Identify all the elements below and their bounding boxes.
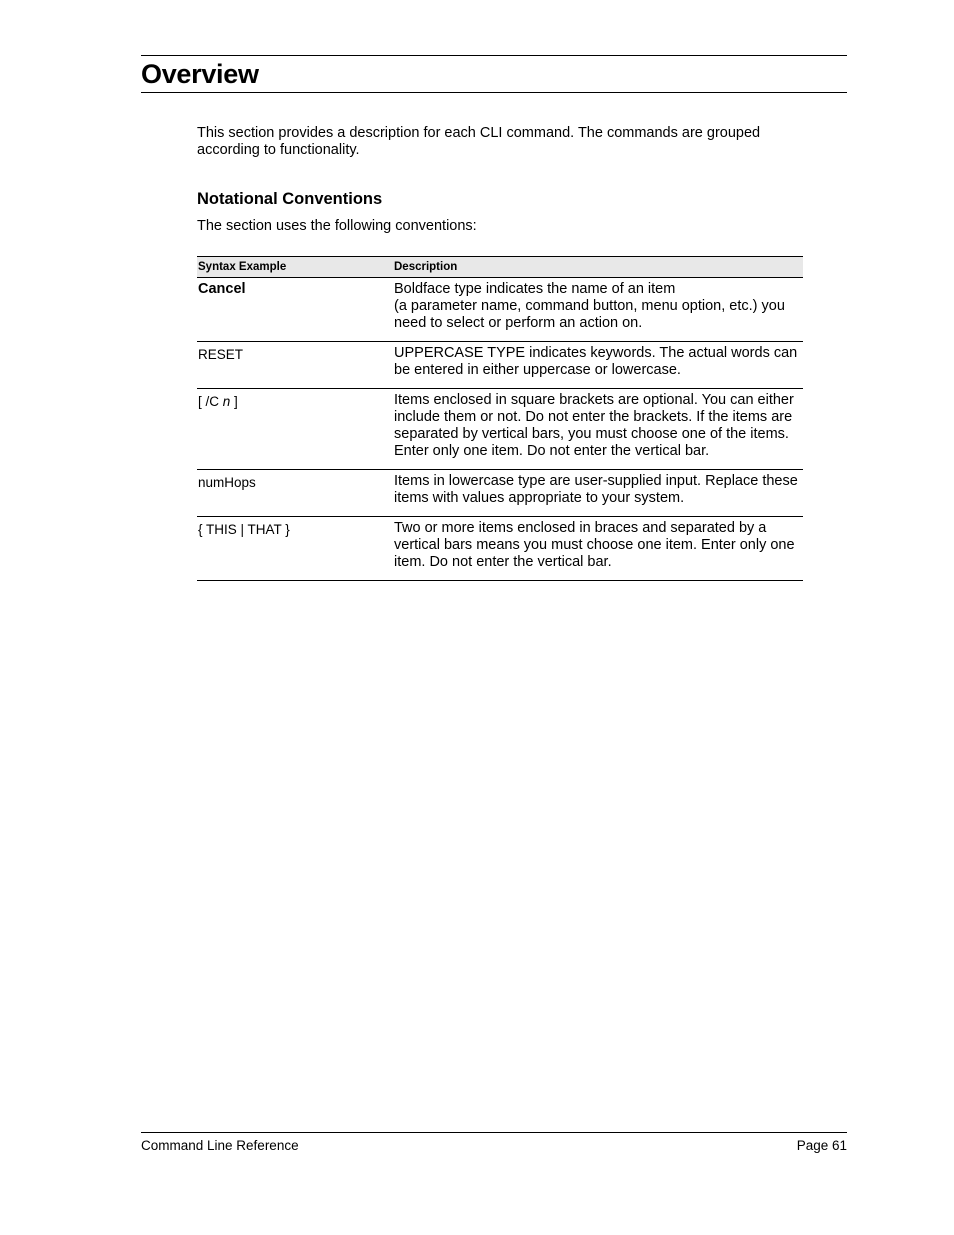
footer-document-title: Command Line Reference [141,1138,299,1153]
footer-page-number: Page 61 [796,1138,847,1153]
description-cell [393,342,803,389]
section-heading: Notational Conventions [197,190,383,208]
syntax-cell: numHops [197,470,393,517]
description-line: Items in lowercase type are user-supplied input. Replace these items with values appropriate to your system. [394,473,798,506]
column-header-description: Description [393,257,803,278]
syntax-cell [197,389,393,470]
description-line: (a parameter name, command button, menu option, etc.) you need to select or perform an action on. [394,298,785,331]
syntax-cell: RESET [197,342,393,389]
column-header-syntax: Syntax Example [197,257,393,278]
description-line: UPPERCASE TYPE indicates keywords. The actual words can be entered in either uppercase or lowercase. [394,345,798,378]
table-row [197,342,803,389]
table-row [197,278,803,342]
table-row [197,470,803,517]
conventions-table [197,256,803,581]
intro-paragraph: This section provides a description for each CLI command. The commands are grouped according to functionality. [197,125,761,158]
table-row [197,389,803,470]
syntax-cell: { THIS | THAT } [197,517,393,581]
description-cell [393,278,803,342]
syntax-prefix: [ /C [198,394,223,409]
description-line: Boldface type indicates the name of an item [394,281,676,297]
description-cell [393,470,803,517]
page-footer [141,1132,847,1153]
table-header-row [197,257,803,278]
page-header [141,55,847,93]
description-cell [393,517,803,581]
syntax-variable: n [222,394,231,409]
description-line: Items enclosed in square brackets are optional. You can either include them or not. Do not enter the brackets. If the items are separated by vertical bars, you must choose one of the items. Enter only one item. Do not enter the vertical bar. [394,392,794,459]
syntax-cell: Cancel [197,278,393,342]
section-lead: The section uses the following conventions: [197,218,477,234]
table-row [197,517,803,581]
description-cell [393,389,803,470]
page-title: Overview [141,59,259,89]
syntax-suffix: ] [230,394,238,409]
description-line: Two or more items enclosed in braces and separated by a vertical bars means you must choose one item. Enter only one item. Do not enter the vertical bar. [394,520,795,570]
